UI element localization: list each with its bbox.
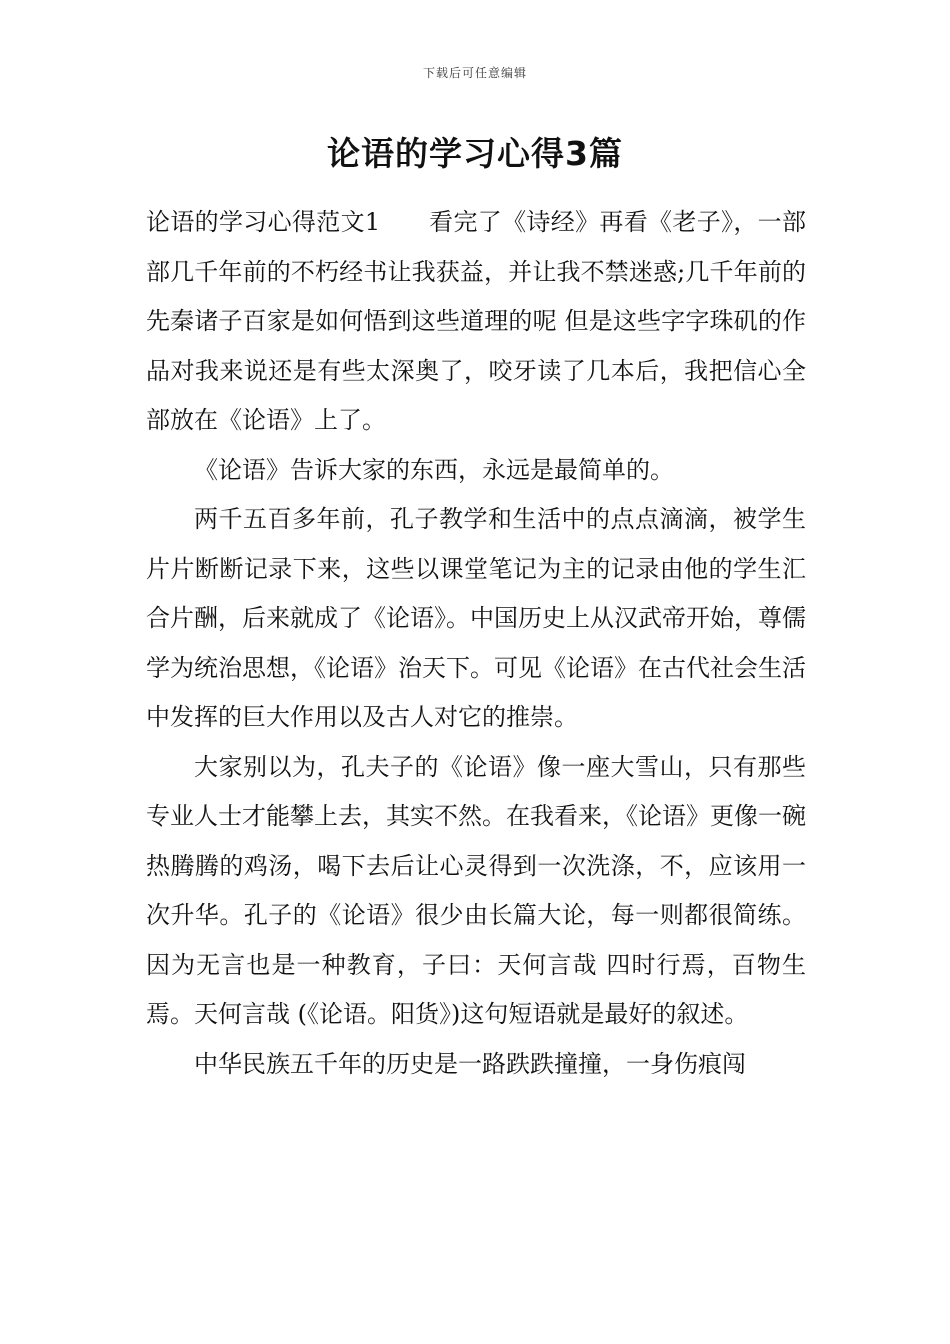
- document-title: 论语的学习心得3篇: [327, 134, 623, 173]
- document-body: [146, 198, 806, 1089]
- paragraph-2: 《论语》告诉大家的东西，永远是最简单的。: [194, 455, 674, 484]
- paragraph-3: 两千五百多年前，孔子教学和生活中的点点滴滴，被学生片片断断记录下来，这些以课堂笔记为主的记录由他的学生汇合片酬，后来就成了《论语》。中国历史上从汉武帝开始，尊儒学为统治思想，《论语》治天下。可见《论语》在古代社会生活中发挥的巨大作用以及古人对它的推崇。: [146, 505, 806, 731]
- paragraph-1: 论语的学习心得范文1 看完了《诗经》再看《老子》，一部部几千年前的不朽经书让我获益，并让我不禁迷惑;几千年前的先秦诸子百家是如何悟到这些道理的呢 但是这些字字珠矶的作品对我来说还是有些太深奥了，咬牙读了几本后，我把信心全部放在《论语》上了。: [146, 208, 806, 434]
- paragraph-4: 大家别以为，孔夫子的《论语》像一座大雪山，只有那些专业人士才能攀上去，其实不然。在我看来，《论语》更像一碗热腾腾的鸡汤，喝下去后让心灵得到一次洗涤，不，应该用一次升华。孔子的《论语》很少由长篇大论，每一则都很简练。因为无言也是一种教育，子曰：天何言哉 四时行焉，百物生焉。天何言哉 (《论语。阳货》)这句短语就是最好的叙述。: [146, 752, 806, 1028]
- header-note: 下载后可任意编辑: [422, 66, 527, 80]
- paragraph-5: 中华民族五千年的历史是一路跌跌撞撞，一身伤痕闯: [194, 1049, 746, 1078]
